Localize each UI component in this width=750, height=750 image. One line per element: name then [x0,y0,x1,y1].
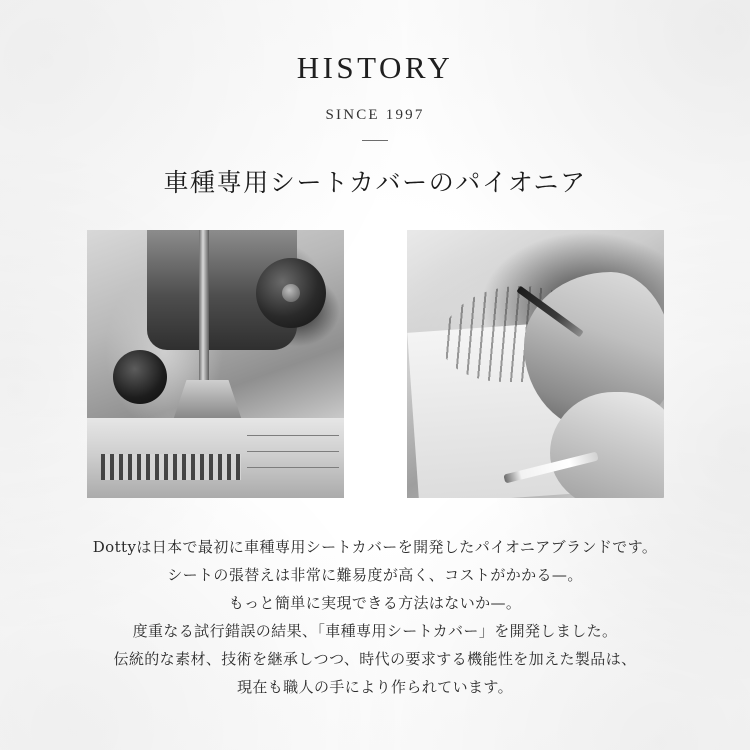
page-subtitle: SINCE 1997 [325,107,425,123]
headline: 車種専用シートカバーのパイオニア [163,168,587,197]
page-title: HISTORY [296,50,454,85]
body-line: 度重なる試行錯誤の結果、「車種専用シートカバー」を開発しました。 [132,622,618,640]
sewing-machine-photo [87,230,344,498]
seam-line-shape [247,435,339,436]
hand-sketching-photo [407,230,664,498]
sewing-machine-tension-disc-shape [113,350,167,404]
body-line: シートの張替えは非常に難易度が高く、コストがかかる—。 [167,566,583,584]
seam-line-shape [247,451,339,452]
body-line: 現在も職人の手により作られています。 [236,678,513,696]
sewing-machine-needlebar-shape [199,230,209,380]
photo-row [0,230,750,498]
divider-rule [362,140,388,141]
body-line: もっと簡単に実現できる方法はないか—。 [228,594,522,612]
body-line: Dottyは日本で最初に車種専用シートカバーを開発したパイオニアブランドです。 [92,538,658,556]
body-line: 伝統的な素材、技術を継承しつつ、時代の要求する機能性を加えた製品は、 [113,650,637,668]
seam-line-shape [247,467,339,468]
sewing-machine-hub-shape [282,284,300,302]
body-copy [0,533,750,701]
sewing-machine-fabric-shape [101,454,241,480]
